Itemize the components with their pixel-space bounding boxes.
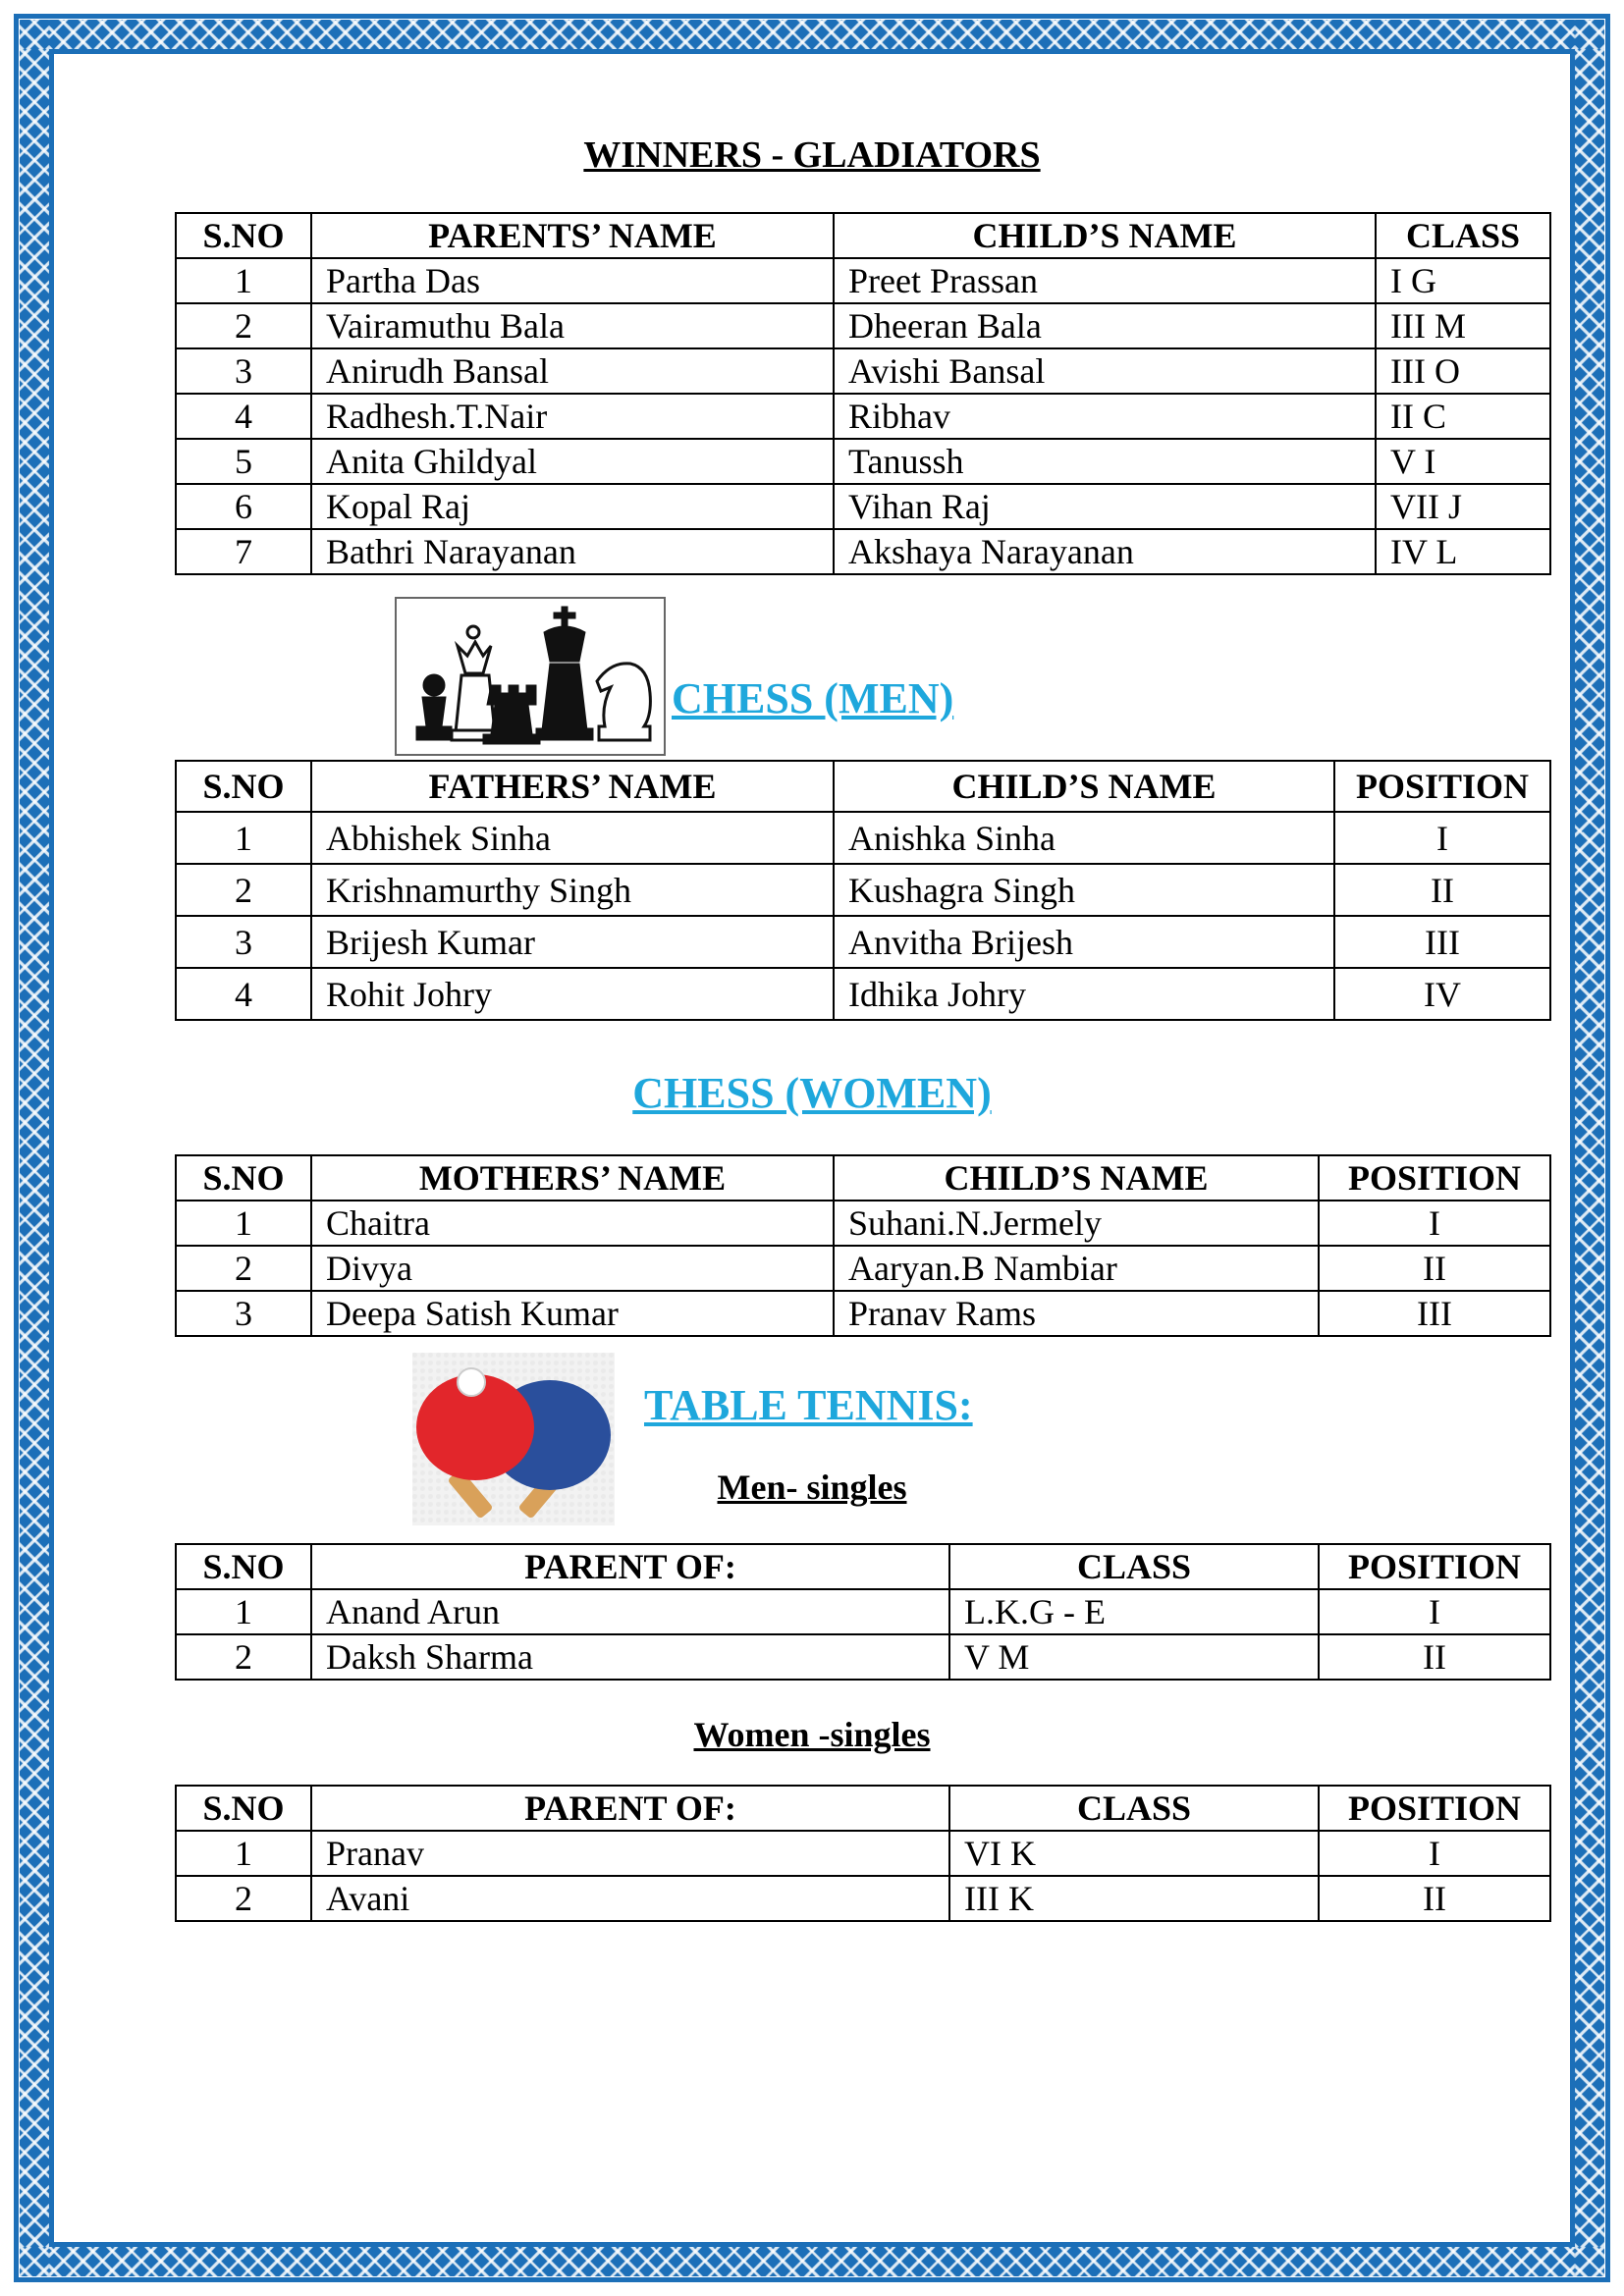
header-position: POSITION [1334, 761, 1550, 812]
header-class: CLASS [949, 1786, 1319, 1831]
table-row [176, 1589, 1550, 1634]
header-parent-of: PARENT OF: [311, 1786, 949, 1831]
cell-child: Preet Prassan [834, 258, 1376, 303]
cell-parent: Partha Das [311, 258, 834, 303]
table-header-row [176, 761, 1550, 812]
cell-mother: Deepa Satish Kumar [311, 1291, 834, 1336]
cell-sno: 3 [176, 916, 311, 968]
cell-child: Kushagra Singh [834, 864, 1334, 916]
cell-mother: Divya [311, 1246, 834, 1291]
cell-sno: 2 [176, 1876, 311, 1921]
table-row [176, 1634, 1550, 1680]
table-header-row [176, 1786, 1550, 1831]
cell-parent-of: Anand Arun [311, 1589, 949, 1634]
tt-men-singles-table [175, 1543, 1551, 1681]
table-header-row [176, 213, 1550, 258]
cell-position: I [1319, 1831, 1550, 1876]
table-row [176, 439, 1550, 484]
cell-sno: 2 [176, 1634, 311, 1680]
cell-child: Vihan Raj [834, 484, 1376, 529]
header-position: POSITION [1319, 1155, 1550, 1201]
cell-class: III O [1376, 348, 1550, 394]
table-row [176, 1876, 1550, 1921]
cell-position: III [1319, 1291, 1550, 1336]
cell-parent: Vairamuthu Bala [311, 303, 834, 348]
cell-position: II [1319, 1876, 1550, 1921]
page-title: WINNERS - GLADIATORS [583, 134, 1041, 176]
header-position: POSITION [1319, 1786, 1550, 1831]
cell-sno: 2 [176, 303, 311, 348]
cell-sno: 3 [176, 1291, 311, 1336]
cell-parent-of: Avani [311, 1876, 949, 1921]
cell-sno: 1 [176, 1201, 311, 1246]
cell-child: Suhani.N.Jermely [834, 1201, 1319, 1246]
cell-sno: 4 [176, 968, 311, 1020]
cell-sno: 2 [176, 1246, 311, 1291]
cell-position: I [1319, 1201, 1550, 1246]
cell-parent: Radhesh.T.Nair [311, 394, 834, 439]
table-row [176, 394, 1550, 439]
cell-sno: 1 [176, 812, 311, 864]
cell-sno: 7 [176, 529, 311, 574]
chess-women-table [175, 1154, 1551, 1337]
chess-men-table [175, 760, 1551, 1021]
cell-position: II [1319, 1634, 1550, 1680]
table-header-row [176, 1544, 1550, 1589]
subtitle-men-singles: Men- singles [717, 1468, 907, 1507]
cell-sno: 1 [176, 258, 311, 303]
cell-position: II [1319, 1246, 1550, 1291]
header-class: CLASS [1376, 213, 1550, 258]
cell-class: I G [1376, 258, 1550, 303]
cell-sno: 3 [176, 348, 311, 394]
header-parents-name: PARENTS’ NAME [311, 213, 834, 258]
cell-sno: 5 [176, 439, 311, 484]
section-title-table-tennis: TABLE TENNIS: [644, 1381, 973, 1429]
header-sno: S.NO [176, 1786, 311, 1831]
header-mothers-name: MOTHERS’ NAME [311, 1155, 834, 1201]
table-row [176, 916, 1550, 968]
header-fathers-name: FATHERS’ NAME [311, 761, 834, 812]
table-row [176, 529, 1550, 574]
cell-position: I [1319, 1589, 1550, 1634]
cell-child: Dheeran Bala [834, 303, 1376, 348]
subtitle-women-singles: Women -singles [693, 1715, 931, 1754]
cell-parent-of: Daksh Sharma [311, 1634, 949, 1680]
header-class: CLASS [949, 1544, 1319, 1589]
header-sno: S.NO [176, 1544, 311, 1589]
header-parent-of: PARENT OF: [311, 1544, 949, 1589]
cell-parent: Kopal Raj [311, 484, 834, 529]
header-childs-name: CHILD’S NAME [834, 213, 1376, 258]
cell-sno: 6 [176, 484, 311, 529]
section-title-chess-women: CHESS (WOMEN) [632, 1069, 992, 1117]
cell-class: L.K.G - E [949, 1589, 1319, 1634]
table-row [176, 1201, 1550, 1246]
table-row [176, 864, 1550, 916]
cell-child: Akshaya Narayanan [834, 529, 1376, 574]
table-row [176, 258, 1550, 303]
cell-parent: Anirudh Bansal [311, 348, 834, 394]
table-row [176, 1831, 1550, 1876]
cell-class: V I [1376, 439, 1550, 484]
cell-child: Tanussh [834, 439, 1376, 484]
cell-sno: 2 [176, 864, 311, 916]
header-position: POSITION [1319, 1544, 1550, 1589]
cell-class: IV L [1376, 529, 1550, 574]
tt-women-singles-table [175, 1785, 1551, 1922]
cell-parent: Bathri Narayanan [311, 529, 834, 574]
cell-sno: 4 [176, 394, 311, 439]
cell-parent-of: Pranav [311, 1831, 949, 1876]
cell-class: V M [949, 1634, 1319, 1680]
table-row [176, 348, 1550, 394]
header-sno: S.NO [176, 761, 311, 812]
cell-sno: 1 [176, 1589, 311, 1634]
cell-position: II [1334, 864, 1550, 916]
table-row [176, 812, 1550, 864]
gladiators-table [175, 212, 1551, 575]
cell-father: Brijesh Kumar [311, 916, 834, 968]
table-row [176, 1291, 1550, 1336]
header-sno: S.NO [176, 213, 311, 258]
cell-child: Anishka Sinha [834, 812, 1334, 864]
header-sno: S.NO [176, 1155, 311, 1201]
cell-mother: Chaitra [311, 1201, 834, 1246]
table-header-row [176, 1155, 1550, 1201]
cell-class: III M [1376, 303, 1550, 348]
table-row [176, 968, 1550, 1020]
cell-position: III [1334, 916, 1550, 968]
cell-class: III K [949, 1876, 1319, 1921]
cell-class: VI K [949, 1831, 1319, 1876]
cell-child: Anvitha Brijesh [834, 916, 1334, 968]
table-row [176, 1246, 1550, 1291]
chess-pieces-icon [395, 597, 666, 756]
cell-parent: Anita Ghildyal [311, 439, 834, 484]
cell-father: Krishnamurthy Singh [311, 864, 834, 916]
cell-child: Idhika Johry [834, 968, 1334, 1020]
header-childs-name: CHILD’S NAME [834, 1155, 1319, 1201]
cell-father: Rohit Johry [311, 968, 834, 1020]
cell-position: I [1334, 812, 1550, 864]
cell-father: Abhishek Sinha [311, 812, 834, 864]
cell-class: II C [1376, 394, 1550, 439]
header-childs-name: CHILD’S NAME [834, 761, 1334, 812]
section-title-chess-men: CHESS (MEN) [672, 674, 954, 722]
table-row [176, 484, 1550, 529]
table-row [176, 303, 1550, 348]
cell-child: Avishi Bansal [834, 348, 1376, 394]
cell-sno: 1 [176, 1831, 311, 1876]
cell-child: Ribhav [834, 394, 1376, 439]
cell-position: IV [1334, 968, 1550, 1020]
cell-class: VII J [1376, 484, 1550, 529]
cell-child: Aaryan.B Nambiar [834, 1246, 1319, 1291]
cell-child: Pranav Rams [834, 1291, 1319, 1336]
